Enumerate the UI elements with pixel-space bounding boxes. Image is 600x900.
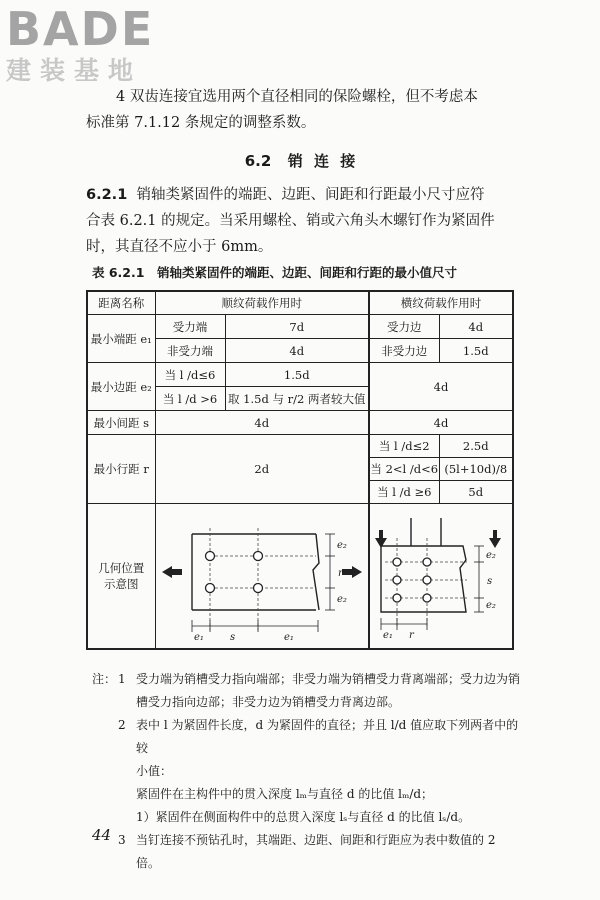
dim-label: e₁ bbox=[383, 630, 393, 641]
cell: 受力端 bbox=[155, 315, 225, 339]
bolt-icon bbox=[393, 558, 401, 566]
item-4-line1: 4 双齿连接宜选用两个直径相同的保险螺栓，但不考虑本 bbox=[116, 89, 478, 105]
clause-line3: 时，其直径不应小于 6mm。 bbox=[86, 239, 273, 255]
bolt-icon bbox=[393, 594, 401, 602]
row-label-row: 最小行距 r bbox=[87, 435, 155, 504]
dim-label: e₁ bbox=[193, 632, 204, 643]
figure-parallel bbox=[155, 504, 369, 650]
row-label-figure: 几何位置 示意图 bbox=[87, 504, 155, 650]
item-4-line2: 标准第 7.1.12 条规定的调整系数。 bbox=[86, 115, 316, 131]
header-perpendicular: 横纹荷载作用时 bbox=[369, 291, 513, 315]
header-parallel: 顺纹荷载作用时 bbox=[155, 291, 369, 315]
load-arrow-icon bbox=[342, 566, 362, 578]
cell: 取 1.5d 与 r/2 两者较大值 bbox=[225, 387, 369, 411]
watermark-logo bbox=[6, 4, 176, 86]
dim-label: r bbox=[337, 568, 343, 579]
page-number: 44 bbox=[92, 826, 112, 844]
cell: 受力边 bbox=[369, 315, 439, 339]
bolt-icon bbox=[423, 576, 431, 584]
row-label-spacing: 最小间距 s bbox=[87, 411, 155, 435]
clause-line1: 6.2.1 销轴类紧固件的端距、边距、间距和行距最小尺寸应符 bbox=[86, 187, 485, 203]
cell: 4d bbox=[369, 363, 513, 411]
cell: (5l+10d)/8 bbox=[439, 458, 513, 481]
cell: 4d bbox=[225, 339, 369, 363]
clause-line2: 合表 6.2.1 的规定。当采用螺栓、销或六角头木螺钉作为紧固件 bbox=[86, 213, 495, 229]
load-arrow-icon bbox=[375, 530, 387, 548]
dim-label: r bbox=[409, 630, 414, 641]
row-label-end: 最小端距 e₁ bbox=[87, 315, 155, 363]
load-arrow-icon bbox=[162, 566, 182, 578]
note-2: 2 表中 l 为紧固件长度，d 为紧固件的直径；并且 l/d 值应取下列两者中的较 bbox=[118, 718, 519, 755]
dim-label: s bbox=[229, 632, 235, 643]
cell: 2d bbox=[155, 435, 369, 504]
cell: 非受力端 bbox=[155, 339, 225, 363]
dim-label: e₂ bbox=[336, 594, 347, 605]
dim-label: e₂ bbox=[486, 600, 496, 611]
cell: 4d bbox=[155, 411, 369, 435]
cell: 当 l /d >6 bbox=[155, 387, 225, 411]
bolt-icon bbox=[205, 552, 214, 561]
logo-subtext: 建装基地 bbox=[6, 56, 143, 85]
row-label-edge: 最小边距 e₂ bbox=[87, 363, 155, 411]
note-1: 注： 1 受力端为销槽受力指向端部；非受力端为销槽受力背离端部；受力边为销 bbox=[92, 668, 522, 691]
section-number: 6.2 bbox=[244, 152, 272, 170]
dim-label: e₂ bbox=[486, 550, 496, 561]
load-arrow-icon bbox=[489, 530, 501, 548]
figure-perpendicular bbox=[369, 504, 513, 650]
bolt-icon bbox=[423, 594, 431, 602]
cell: 当 l /d≤6 bbox=[155, 363, 225, 387]
table-caption: 表 6.2.1 销轴类紧固件的端距、边距、间距和行距的最小值尺寸 bbox=[92, 265, 457, 280]
bolt-icon bbox=[205, 584, 214, 593]
cell: 1.5d bbox=[225, 363, 369, 387]
note-2-sub1: 紧固件在主构件中的贯入深度 lₘ与直径 d 的比值 lₘ/d； bbox=[136, 787, 434, 801]
cell: 5d bbox=[439, 481, 513, 504]
cell: 非受力边 bbox=[369, 339, 439, 363]
parallel-layout-diagram bbox=[158, 508, 366, 644]
bolt-icon bbox=[253, 584, 262, 593]
bolt-icon bbox=[423, 558, 431, 566]
bolt-icon bbox=[253, 552, 262, 561]
header-name: 距离名称 bbox=[87, 291, 155, 315]
clause-number: 6.2.1 bbox=[86, 187, 128, 203]
dim-label: s bbox=[487, 576, 493, 587]
bolt-icon bbox=[393, 576, 401, 584]
cell: 2.5d bbox=[439, 435, 513, 458]
dim-label: e₁ bbox=[283, 632, 294, 643]
cell: 4d bbox=[439, 315, 513, 339]
cell: 7d bbox=[225, 315, 369, 339]
note-3: 3 当钉连接不预钻孔时，其端距、边距、间距和行距应为表中数值的 2 倍。 bbox=[118, 833, 496, 870]
cell: 当 2<l /d<6 bbox=[369, 458, 439, 481]
dim-label: e₂ bbox=[336, 540, 347, 551]
table-notes: 注： 1 受力端为销槽受力指向端部；非受力端为销槽受力背离端部；受力边为销 槽受力指向边部；非受力边为销槽受力背离边部。 2 表中 l 为紧固件长度，d 为紧固件的直径；并且 l/d 值应取下列两者中的较 小值： 紧固件在主构件中的贯入深度 lₘ与直径 d 的比值 lₘ/d； 1）紧固件在侧面构件中的总贯入深度 lₛ与直径 d 的比值 lₛ/d。 3 当钉连接不预钻孔时，其端距、边距、间距和行距应为表中数值的 2 倍。 bbox=[92, 668, 522, 875]
cell: 1.5d bbox=[439, 339, 513, 363]
cell: 4d bbox=[369, 411, 513, 435]
notes-lead: 注： bbox=[92, 672, 117, 686]
cell: 当 l /d≤2 bbox=[369, 435, 439, 458]
cell: 当 l /d ≥6 bbox=[369, 481, 439, 504]
note-2-sub2: 1）紧固件在侧面构件中的总贯入深度 lₛ与直径 d 的比值 lₛ/d。 bbox=[136, 810, 471, 824]
logo-text: BADE bbox=[6, 2, 155, 56]
spacing-table bbox=[86, 290, 514, 650]
section-heading: 6.2 销 连 接 bbox=[244, 152, 356, 170]
perpendicular-layout-diagram bbox=[371, 508, 511, 644]
